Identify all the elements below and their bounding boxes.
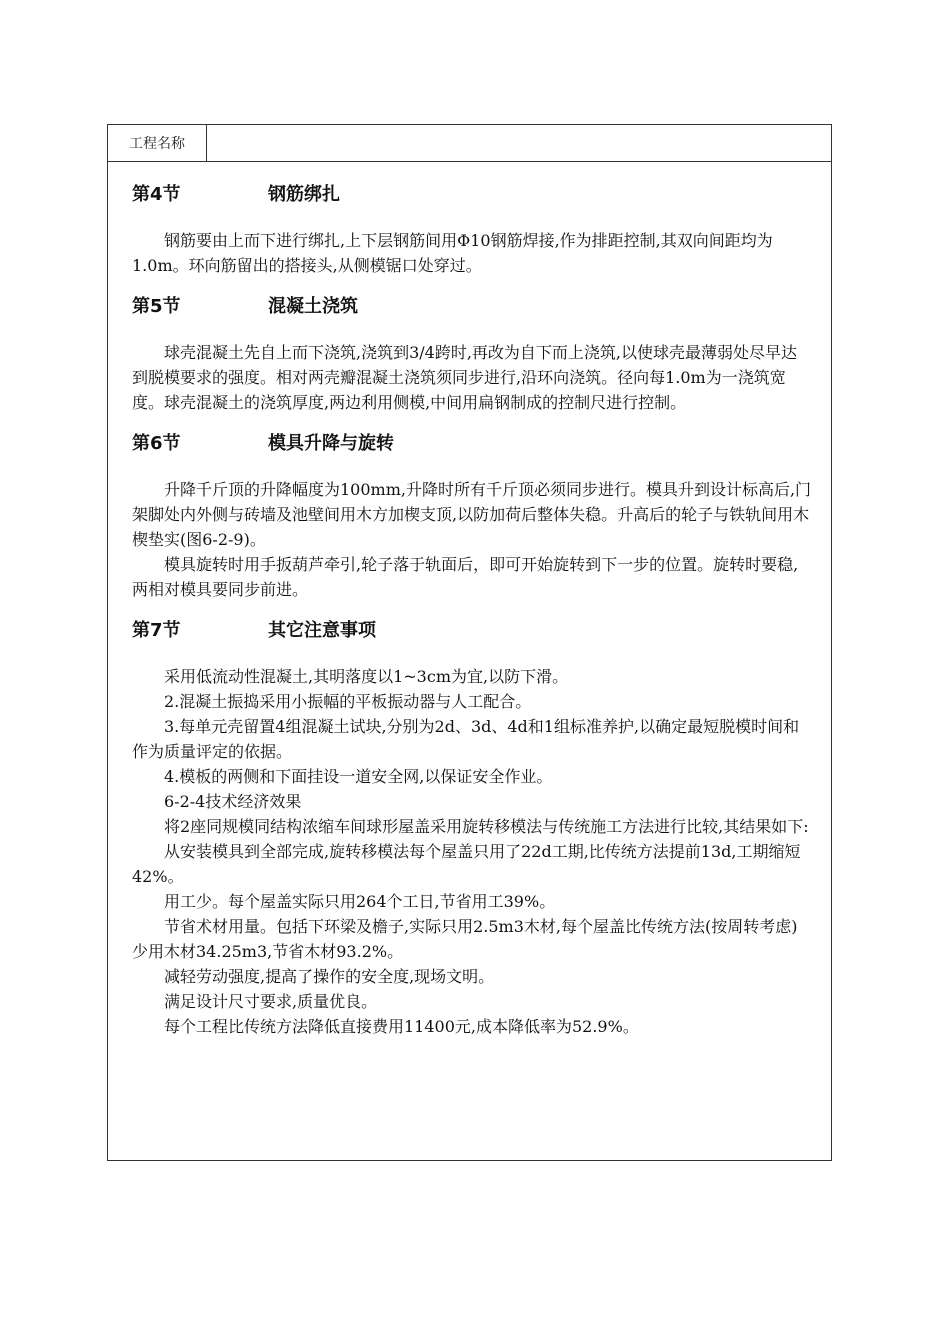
section-heading bbox=[132, 292, 812, 322]
section-title: 模具升降与旋转 bbox=[268, 433, 394, 454]
paragraph: 2.混凝土振捣采用小振幅的平板振动器与人工配合。 bbox=[164, 692, 532, 711]
section-7 bbox=[132, 616, 812, 1039]
section-title: 混凝土浇筑 bbox=[268, 296, 358, 317]
section-heading bbox=[132, 616, 812, 646]
paragraph: 模具旋转时用手扳葫芦牵引,轮子落于轨面后，即可开始旋转到下一步的位置。旋转时要稳,两相对模具要同步前进。 bbox=[132, 555, 799, 599]
document-form-frame bbox=[107, 124, 832, 1161]
project-name-label: 工程名称 bbox=[108, 125, 207, 161]
section-number: 第6节 bbox=[132, 433, 181, 454]
section-4 bbox=[132, 180, 812, 278]
section-6 bbox=[132, 429, 812, 602]
document-body bbox=[132, 180, 812, 1053]
paragraph: 从安装模具到全部完成,旋转移模法每个屋盖只用了22d工期,比传统方法提前13d,工期缩短42%。 bbox=[132, 842, 801, 886]
section-5 bbox=[132, 292, 812, 415]
section-number: 第7节 bbox=[132, 620, 181, 641]
paragraph: 6-2-4技术经济效果 bbox=[164, 792, 302, 811]
section-number: 第4节 bbox=[132, 184, 181, 205]
paragraph: 4.模板的两侧和下面挂设一道安全网,以保证安全作业。 bbox=[164, 767, 553, 786]
paragraph: 钢筋要由上而下进行绑扎,上下层钢筋间用Φ10钢筋焊接,作为排距控制,其双向间距均为1.0m。环向筋留出的搭接头,从侧模锯口处穿过。 bbox=[132, 231, 773, 275]
section-heading bbox=[132, 429, 812, 459]
section-title: 钢筋绑扎 bbox=[268, 184, 340, 205]
paragraph: 用工少。每个屋盖实际只用264个工日,节省用工39%。 bbox=[164, 892, 556, 911]
project-name-value bbox=[207, 125, 831, 161]
section-number: 第5节 bbox=[132, 296, 181, 317]
paragraph: 将2座同规模同结构浓缩车间球形屋盖采用旋转移模法与传统施工方法进行比较,其结果如下: bbox=[164, 817, 809, 836]
section-title: 其它注意事项 bbox=[268, 620, 376, 641]
paragraph: 节省术材用量。包括下环梁及檐子,实际只用2.5m3木材,每个屋盖比传统方法(按周转考虑)少用木材34.25m3,节省木材93.2%。 bbox=[132, 917, 798, 961]
paragraph: 球壳混凝土先自上而下浇筑,浇筑到3/4跨时,再改为自下而上浇筑,以使球壳最薄弱处尽早达到脱模要求的强度。相对两壳瓣混凝土浇筑须同步进行,沿环向浇筑。径向每1.0m为一浇筑宽度。球壳混凝土的浇筑厚度,两边利用侧模,中间用扁钢制成的控制尺进行控制。 bbox=[132, 343, 798, 412]
paragraph: 满足设计尺寸要求,质量优良。 bbox=[164, 992, 378, 1011]
paragraph: 3.每单元壳留置4组混凝土试块,分别为2d、3d、4d和1组标准养护,以确定最短脱模时间和作为质量评定的依据。 bbox=[132, 717, 800, 761]
paragraph: 减轻劳动强度,提高了操作的安全度,现场文明。 bbox=[164, 967, 495, 986]
header-row bbox=[108, 125, 831, 162]
paragraph: 升降千斤顶的升降幅度为100mm,升降时所有千斤顶必须同步进行。模具升到设计标高后,门架脚处内外侧与砖墙及池壁间用木方加楔支顶,以防加荷后整体失稳。升高后的轮子与铁轨间用木楔垫实(图6-2-9)。 bbox=[132, 480, 812, 549]
section-heading bbox=[132, 180, 812, 210]
paragraph: 每个工程比传统方法降低直接费用11400元,成本降低率为52.9%。 bbox=[164, 1017, 639, 1036]
paragraph: 采用低流动性混凝土,其明落度以1~3cm为宜,以防下滑。 bbox=[164, 667, 569, 686]
